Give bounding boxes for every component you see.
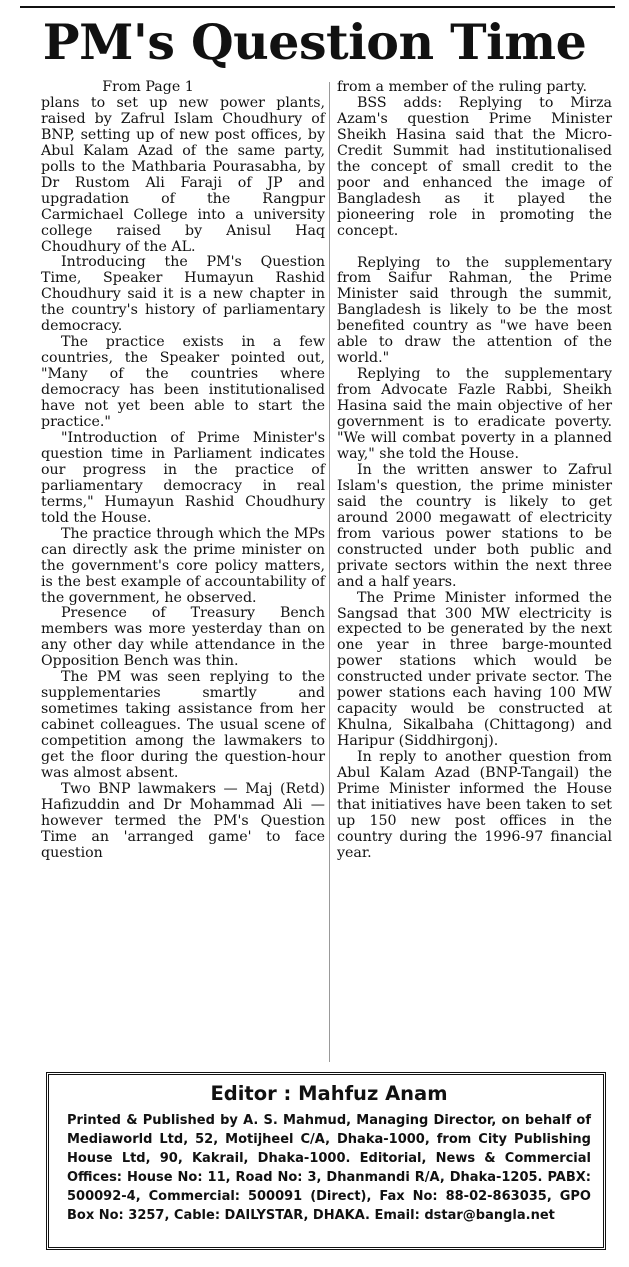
article-paragraph: BSS adds: Replying to Mirza Azam's question Prime Minister Sheikh Hasina said that the Micro-Credit Summit had institutionalised the concept of small credit to the poor and enhanced the image of Bangladesh as it played the pioneering role in promoting the concept. [337,94,612,239]
article-paragraph: from a member of the ruling party. [337,79,588,95]
imprint-text: Printed & Published by A. S. Mahmud, Managing Director, on behalf of Mediaworld Ltd, 52, Motijheel C/A, Dhaka-1000, from City Publishing House Ltd, 90, Kakrail, Dhaka-1000. Editorial, News & Commercial Offices: House No: 11, Road No: 3, Dhanmandi R/A, Dhaka-1205. PABX: 500092-4, Commercial: 500091 (Direct), Fax No: 88-02-863035, GPO Box No: 3257, Cable: DAILYSTAR, DHAKA. Email: dstar@bangla.net [67,1113,591,1223]
left-column [41,80,325,862]
article-paragraph: The practice through which the MPs can directly ask the prime minister on the government's core policy matters, is the best example of accountability of the government, he observed. [41,525,325,606]
article-paragraph: plans to set up new power plants, raised by Zafrul Islam Choudhury of BNP, setting up of new post offices, by Abul Kalam Azad of the same party, polls to the Mathbaria Pourasabha, by Dr Rustom Ali Faraji of JP and upgradation of the Rangpur Carmichael College into a university college raised by Anisul Haq Choudhury of the AL. [41,94,325,255]
article-paragraph: In the written answer to Zafrul Islam's question, the prime minister said the country is likely to get around 2000 megawatt of electricity from various power stations to be constructed under both public and private sectors within the next three and a half years. [337,461,612,590]
article-paragraph: Two BNP lawmakers — Maj (Retd) Hafizuddin and Dr Mohammad Ali — however termed the PM's Question Time an 'arranged game' to face question [41,780,325,861]
article-paragraph: Introducing the PM's Question Time, Speaker Humayun Rashid Choudhury said it is a new chapter in the country's history of parliamentary democracy. [41,254,325,335]
article-paragraph: In reply to another question from Abul Kalam Azad (BNP-Tangail) the Prime Minister informed the House that initiatives have been taken to set up 150 new post offices in the country during the 1996-97 financial year. [337,749,612,861]
article-paragraph: "Introduction of Prime Minister's question time in Parliament indicates our progress in the practice of parliamentary democracy in real terms," Humayun Rashid Choudhury told the House. [41,429,325,526]
dateline: From Page 1 [102,79,194,95]
right-column [337,80,612,862]
article-paragraph: Replying to the supplementary from Saifur Rahman, the Prime Minister said through the summit, Bangladesh is likely to be the most benefited country as "we have been able to draw the attention of the world." [337,254,612,367]
top-rule [20,6,615,8]
imprint-box [46,1072,606,1250]
article-paragraph: Presence of Treasury Bench members was more yesterday than on any other day while attendance in the Opposition Bench was thin. [41,605,325,670]
editor-line: Editor : Mahfuz Anam [210,1082,448,1105]
article-paragraph: Replying to the supplementary from Advocate Fazle Rabbi, Sheikh Hasina said the main objective of her government is to eradicate poverty. "We will combat poverty in a planned way," she told the House. [337,366,612,462]
headline: PM's Question Time [42,13,587,71]
article-paragraph: The Prime Minister informed the Sangsad that 300 MW electricity is expected to be generated by the next one year in three barge-mounted power stations which would be constructed under private sector. The power stations each having 100 MW capacity would be constructed at Khulna, Sikalbaha (Chittagong) and Haripur (Siddhirgonj). [337,589,612,750]
column-divider [329,82,330,1062]
article-paragraph: The practice exists in a few countries, the Speaker pointed out, "Many of the countries where democracy has been institutionalised have not yet been able to start the practice." [41,334,325,431]
article-paragraph: The PM was seen replying to the supplementaries smartly and sometimes taking assistance from her cabinet colleagues. The usual scene of competition among the lawmakers to get the floor during the question-hour was almost absent. [41,669,325,781]
